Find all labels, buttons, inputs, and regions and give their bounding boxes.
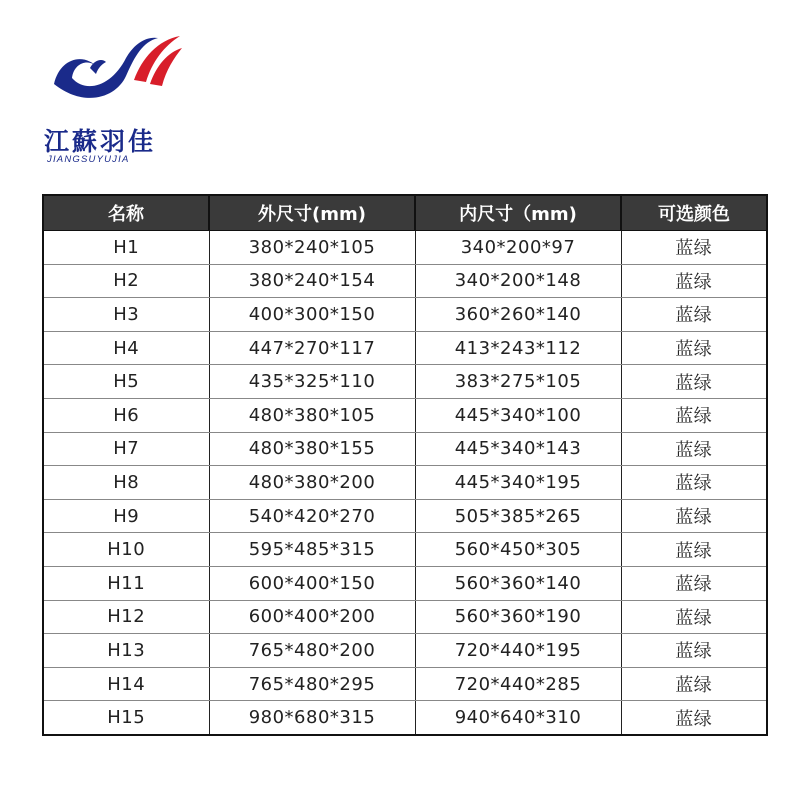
cell-name: H14 [43, 667, 209, 701]
cell-outer-size: 380*240*105 [209, 231, 415, 265]
cell-outer-size: 480*380*105 [209, 398, 415, 432]
cell-name: H8 [43, 466, 209, 500]
cell-color: 蓝绿 [621, 701, 767, 735]
cell-name: H5 [43, 365, 209, 399]
cell-name: H7 [43, 432, 209, 466]
cell-name: H1 [43, 231, 209, 265]
cell-inner-size: 720*440*285 [415, 667, 621, 701]
table-row [43, 667, 767, 701]
brand-logo [44, 28, 204, 165]
cell-color: 蓝绿 [621, 264, 767, 298]
table-row [43, 701, 767, 735]
cell-inner-size: 360*260*140 [415, 298, 621, 332]
table-row [43, 634, 767, 668]
cell-inner-size: 340*200*97 [415, 231, 621, 265]
cell-color: 蓝绿 [621, 466, 767, 500]
cell-name: H2 [43, 264, 209, 298]
cell-inner-size: 413*243*112 [415, 331, 621, 365]
cell-outer-size: 380*240*154 [209, 264, 415, 298]
cell-outer-size: 435*325*110 [209, 365, 415, 399]
table-row [43, 566, 767, 600]
cell-color: 蓝绿 [621, 365, 767, 399]
cell-inner-size: 445*340*195 [415, 466, 621, 500]
cell-name: H12 [43, 600, 209, 634]
brand-name-cn: 江蘇羽佳 [44, 127, 157, 156]
spec-table [42, 194, 768, 736]
wave-bird-logo-icon [50, 28, 182, 110]
cell-outer-size: 480*380*155 [209, 432, 415, 466]
cell-outer-size: 765*480*295 [209, 667, 415, 701]
table-row [43, 264, 767, 298]
header-name: 名称 [43, 195, 209, 231]
cell-color: 蓝绿 [621, 398, 767, 432]
cell-outer-size: 980*680*315 [209, 701, 415, 735]
cell-name: H13 [43, 634, 209, 668]
cell-color: 蓝绿 [621, 600, 767, 634]
cell-outer-size: 480*380*200 [209, 466, 415, 500]
cell-outer-size: 595*485*315 [209, 533, 415, 567]
cell-outer-size: 400*300*150 [209, 298, 415, 332]
cell-name: H11 [43, 566, 209, 600]
cell-color: 蓝绿 [621, 634, 767, 668]
table-row [43, 432, 767, 466]
cell-inner-size: 445*340*100 [415, 398, 621, 432]
cell-inner-size: 505*385*265 [415, 499, 621, 533]
cell-color: 蓝绿 [621, 231, 767, 265]
cell-inner-size: 560*450*305 [415, 533, 621, 567]
cell-outer-size: 765*480*200 [209, 634, 415, 668]
cell-inner-size: 445*340*143 [415, 432, 621, 466]
cell-name: H6 [43, 398, 209, 432]
cell-outer-size: 600*400*150 [209, 566, 415, 600]
header-inner-size: 内尺寸（mm) [415, 195, 621, 231]
table-row [43, 365, 767, 399]
table-row [43, 466, 767, 500]
cell-outer-size: 540*420*270 [209, 499, 415, 533]
cell-name: H9 [43, 499, 209, 533]
cell-color: 蓝绿 [621, 499, 767, 533]
cell-name: H3 [43, 298, 209, 332]
cell-color: 蓝绿 [621, 667, 767, 701]
cell-color: 蓝绿 [621, 298, 767, 332]
table-row [43, 331, 767, 365]
cell-name: H15 [43, 701, 209, 735]
cell-inner-size: 560*360*140 [415, 566, 621, 600]
brand-name-en: JIANGSUYUJIA [47, 154, 130, 165]
table-row [43, 298, 767, 332]
cell-color: 蓝绿 [621, 533, 767, 567]
cell-color: 蓝绿 [621, 566, 767, 600]
cell-name: H10 [43, 533, 209, 567]
cell-inner-size: 383*275*105 [415, 365, 621, 399]
cell-outer-size: 447*270*117 [209, 331, 415, 365]
table-body [43, 231, 767, 735]
table-row [43, 600, 767, 634]
table-row [43, 533, 767, 567]
cell-outer-size: 600*400*200 [209, 600, 415, 634]
table-header-row [43, 195, 767, 231]
cell-color: 蓝绿 [621, 432, 767, 466]
header-outer-size: 外尺寸(mm) [209, 195, 415, 231]
cell-inner-size: 560*360*190 [415, 600, 621, 634]
cell-name: H4 [43, 331, 209, 365]
cell-inner-size: 720*440*195 [415, 634, 621, 668]
header-color: 可选颜色 [621, 195, 767, 231]
table-row [43, 499, 767, 533]
table-row [43, 231, 767, 265]
table-row [43, 398, 767, 432]
cell-color: 蓝绿 [621, 331, 767, 365]
cell-inner-size: 340*200*148 [415, 264, 621, 298]
cell-inner-size: 940*640*310 [415, 701, 621, 735]
